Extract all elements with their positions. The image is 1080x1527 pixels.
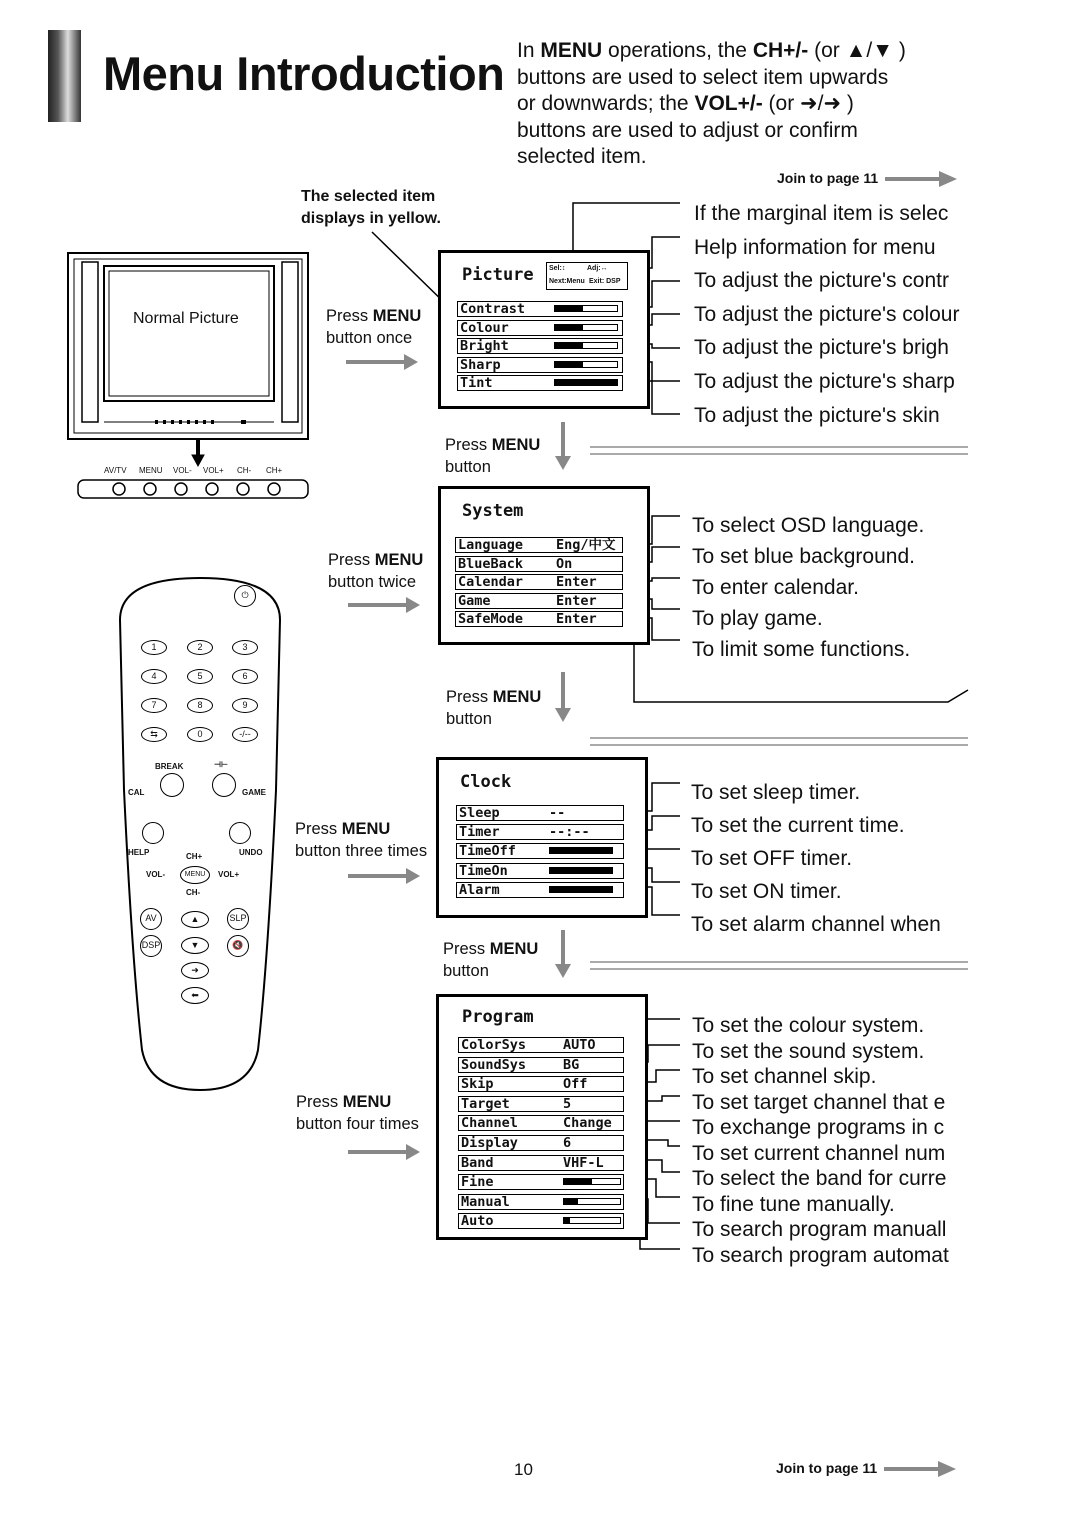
osd-level-bar — [549, 886, 613, 893]
osd-level-bar — [554, 379, 618, 386]
divider — [590, 737, 968, 746]
osd-row-label: Game — [458, 592, 491, 609]
osd-row-value: 6 — [563, 1135, 572, 1151]
join-page-link-bottom[interactable]: Join to page 11 — [776, 1460, 958, 1478]
osd-row-value: Enter — [556, 611, 597, 628]
osd-row-timeon[interactable] — [456, 863, 624, 879]
menu-item-description: To adjust the picture's colour — [694, 302, 960, 326]
press-menu-three-times: Press MENU button three times — [295, 820, 428, 860]
osd-row-label: Colour — [460, 319, 509, 336]
up-button[interactable]: ▲ — [181, 911, 209, 928]
osd-row-label: Fine — [461, 1174, 494, 1191]
tv-button-label: VOL- — [173, 466, 192, 475]
osd-row-label: Alarm — [459, 881, 500, 898]
help-label: HELP — [128, 848, 150, 857]
ch-plus-label: CH+ — [186, 852, 203, 861]
menu-item-description: To set the sound system. — [692, 1039, 925, 1063]
page-number: 10 — [514, 1460, 533, 1479]
right-arrow-icon — [348, 874, 408, 878]
digit-button-1[interactable]: 2 — [187, 640, 213, 655]
osd-row-label: Manual — [461, 1193, 510, 1210]
osd-row-calendar[interactable] — [455, 574, 623, 590]
osd-row-alarm[interactable] — [456, 882, 624, 898]
game-label: GAME — [242, 788, 266, 797]
osd-row-timeoff[interactable] — [456, 843, 624, 859]
down-arrow-icon — [561, 422, 565, 458]
osd-row-label: TimeOn — [459, 862, 508, 879]
digit-button-11[interactable]: -/-- — [232, 727, 258, 742]
menu-item-description: To set the colour system. — [692, 1014, 925, 1037]
menu-item-description: To adjust the picture's contr — [694, 269, 949, 293]
osd-row-label: Bright — [460, 338, 509, 355]
menu-item-description: To set ON timer. — [691, 880, 842, 903]
menu-item-description: To enter calendar. — [692, 576, 859, 599]
divider — [590, 961, 968, 970]
osd-level-bar — [554, 342, 618, 349]
right-arrow-icon — [348, 1150, 408, 1154]
menu-item-description: To set current channel num — [692, 1141, 946, 1165]
menu-item-description: To select the band for curre — [692, 1167, 947, 1190]
down-button[interactable]: ▼ — [181, 937, 209, 954]
av-button[interactable]: AV — [140, 908, 162, 930]
osd-row-label: Language — [458, 537, 524, 553]
digit-button-8[interactable]: 9 — [232, 698, 258, 713]
dsp-button[interactable]: DSP — [140, 935, 162, 957]
osd-row-label: Display — [461, 1135, 518, 1151]
osd-row-target[interactable] — [458, 1096, 624, 1112]
system-menu-osd — [438, 486, 650, 645]
press-menu-once: Press MENU button once — [326, 307, 422, 347]
osd-row-label: Auto — [461, 1213, 494, 1230]
osd-row-game[interactable] — [455, 593, 623, 609]
osd-row-timer[interactable] — [456, 824, 624, 840]
help-box: Sel:↕ Adj:↔ Next:Menu Exit: DSP — [546, 262, 628, 290]
tv-button-label: CH- — [237, 466, 252, 475]
menu-item-description: To adjust the picture's skin — [694, 403, 940, 427]
osd-row-value: Off — [563, 1076, 588, 1093]
right-button[interactable]: ➜ — [181, 962, 209, 979]
digit-button-2[interactable]: 3 — [232, 640, 258, 655]
menu-item-description: To adjust the picture's sharp — [694, 370, 955, 393]
undo-label: UNDO — [239, 848, 263, 857]
osd-row-value: Enter — [556, 592, 597, 609]
osd-row-label: Target — [461, 1095, 510, 1112]
menu-item-description: To search program automat — [692, 1243, 949, 1267]
tv-button-label: CH+ — [266, 466, 283, 475]
osd-row-bright[interactable] — [457, 338, 623, 354]
osd-row-value: Change — [563, 1115, 612, 1132]
osd-level-bar — [549, 847, 613, 854]
menu-item-description: To set the current time. — [691, 814, 905, 837]
osd-row-label: Contrast — [460, 301, 526, 317]
osd-row-value: BG — [563, 1056, 580, 1073]
osd-row-value: Enter — [556, 574, 597, 591]
osd-title: Picture — [462, 265, 534, 285]
menu-item-description: To fine tune manually. — [692, 1192, 895, 1216]
osd-row-value: -- — [549, 805, 566, 821]
osd-row-colorsys[interactable] — [458, 1037, 624, 1053]
menu-item-description: To set blue background. — [692, 545, 915, 568]
digit-button-4[interactable]: 5 — [187, 669, 213, 684]
cal-label: CAL — [128, 788, 145, 797]
osd-level-bar — [549, 867, 613, 874]
osd-row-language[interactable] — [455, 537, 623, 553]
press-menu-twice: Press MENU button twice — [328, 551, 424, 591]
osd-row-label: ColorSys — [461, 1037, 527, 1053]
menu-item-description: If the marginal item is selec — [694, 202, 949, 225]
down-arrow-icon — [561, 672, 565, 710]
down-arrow-icon — [561, 930, 565, 966]
menu-item-description: To set OFF timer. — [691, 847, 853, 870]
osd-row-label: BlueBack — [458, 555, 524, 572]
program-menu-osd — [436, 994, 648, 1240]
osd-row-safemode[interactable] — [455, 611, 623, 627]
osd-title: Program — [462, 1007, 534, 1027]
press-menu-four-times: Press MENU button four times — [296, 1093, 419, 1133]
digit-button-10[interactable]: 0 — [187, 727, 213, 742]
osd-row-label: Sleep — [459, 805, 500, 821]
osd-row-value: On — [556, 555, 573, 572]
ch-minus-label: CH- — [186, 888, 201, 897]
digit-button-0[interactable]: 1 — [141, 640, 167, 655]
intro-text: In MENU operations, the CH+/- (or ▲/▼ ) buttons are used to select item upwards or downwards; the VOL+/- (or ➜/➜ ) buttons are used to adjust or confirm selected item. — [517, 39, 906, 168]
power-button[interactable]: ⏻ — [234, 585, 256, 607]
hold-button[interactable] — [212, 773, 236, 797]
menu-item-description: To play game. — [692, 607, 823, 630]
menu-item-description: To set channel skip. — [692, 1065, 877, 1088]
osd-row-manual[interactable] — [458, 1194, 624, 1210]
menu-item-description: Help information for menu — [694, 235, 936, 259]
menu-item-description: To exchange programs in c — [692, 1116, 945, 1139]
osd-row-label: Band — [461, 1154, 494, 1171]
vol-plus-label: VOL+ — [218, 870, 240, 879]
osd-row-value: VHF-L — [563, 1154, 604, 1171]
osd-row-contrast[interactable] — [457, 301, 623, 317]
break-button[interactable] — [160, 773, 184, 797]
menu-button[interactable]: MENU — [180, 866, 210, 884]
osd-row-skip[interactable] — [458, 1076, 624, 1092]
osd-level-bar — [554, 324, 618, 331]
vol-minus-label: VOL- — [146, 870, 166, 879]
selected-item-note: The selected item displays in yellow. — [301, 188, 441, 227]
osd-row-colour[interactable] — [457, 320, 623, 336]
osd-row-label: Calendar — [458, 574, 524, 591]
osd-level-bar — [563, 1198, 621, 1205]
osd-row-tint[interactable] — [457, 375, 623, 391]
osd-level-bar — [554, 305, 618, 312]
osd-row-label: Channel — [461, 1115, 518, 1132]
digit-button-7[interactable]: 8 — [187, 698, 213, 713]
osd-level-bar — [563, 1178, 621, 1185]
osd-row-blueback[interactable] — [455, 556, 623, 572]
menu-item-description: To limit some functions. — [692, 638, 911, 661]
page-title: Menu Introduction — [103, 47, 505, 100]
osd-row-soundsys[interactable] — [458, 1057, 624, 1073]
menu-item-description: To set target channel that e — [692, 1090, 946, 1114]
osd-row-label: Sharp — [460, 356, 501, 373]
digit-button-3[interactable]: 4 — [141, 669, 167, 684]
tv-button-label: VOL+ — [203, 466, 224, 475]
press-menu-1: Press MENU button — [445, 436, 541, 476]
left-button[interactable]: ⬅ — [181, 987, 209, 1004]
osd-row-label: Skip — [461, 1076, 494, 1093]
osd-row-label: SoundSys — [461, 1056, 527, 1073]
digit-button-5[interactable]: 6 — [232, 669, 258, 684]
osd-title: Clock — [460, 772, 512, 792]
menu-item-description: To search program manuall — [692, 1218, 947, 1241]
right-arrow-icon — [348, 603, 408, 607]
osd-row-label: Tint — [460, 375, 493, 392]
osd-row-value: 5 — [563, 1095, 572, 1112]
osd-row-fine[interactable] — [458, 1174, 624, 1190]
slp-button[interactable]: SLP — [227, 908, 249, 930]
osd-row-label: TimeOff — [459, 843, 516, 860]
menu-item-description: To set sleep timer. — [691, 781, 861, 804]
clock-menu-osd — [436, 757, 648, 918]
osd-row-value: --:-- — [549, 824, 590, 841]
osd-row-channel[interactable] — [458, 1115, 624, 1131]
tv-button-label: AV/TV — [104, 466, 127, 475]
menu-item-description: To set alarm channel when — [691, 913, 941, 936]
osd-title: System — [462, 501, 524, 521]
tv-screen-label: Normal Picture — [133, 310, 239, 327]
menu-item-description: To select OSD language. — [692, 514, 925, 537]
osd-row-label: Timer — [459, 824, 500, 841]
join-arrow-icon — [882, 1460, 958, 1478]
menu-item-description: To adjust the picture's brigh — [694, 336, 949, 360]
osd-row-sleep[interactable] — [456, 805, 624, 821]
join-page-link-top[interactable]: Join to page 11 — [777, 170, 959, 188]
tv-button-label: MENU — [139, 466, 163, 475]
right-arrow-icon — [346, 360, 406, 364]
osd-row-value: AUTO — [563, 1037, 596, 1053]
divider — [590, 446, 968, 455]
picture-menu-osd — [438, 250, 650, 409]
digit-button-9[interactable]: ⇆ — [141, 727, 167, 742]
osd-level-bar — [554, 361, 618, 368]
osd-row-label: SafeMode — [458, 611, 524, 628]
press-menu-3: Press MENU button — [443, 940, 539, 980]
osd-row-value: Eng/中文 — [556, 537, 616, 553]
osd-row-display[interactable] — [458, 1135, 624, 1151]
osd-row-auto[interactable] — [458, 1213, 624, 1229]
break-label: BREAK — [155, 762, 184, 771]
digit-button-6[interactable]: 7 — [141, 698, 167, 713]
osd-row-band[interactable] — [458, 1155, 624, 1171]
mute-button[interactable]: 🔇 — [227, 935, 249, 957]
hold-label: ⊣⊢ — [214, 760, 228, 769]
osd-row-sharp[interactable] — [457, 357, 623, 373]
press-menu-2: Press MENU button — [446, 688, 542, 728]
undo-button[interactable] — [229, 822, 251, 844]
tv-set — [68, 253, 308, 498]
help-button[interactable] — [142, 822, 164, 844]
osd-level-bar — [563, 1217, 621, 1224]
